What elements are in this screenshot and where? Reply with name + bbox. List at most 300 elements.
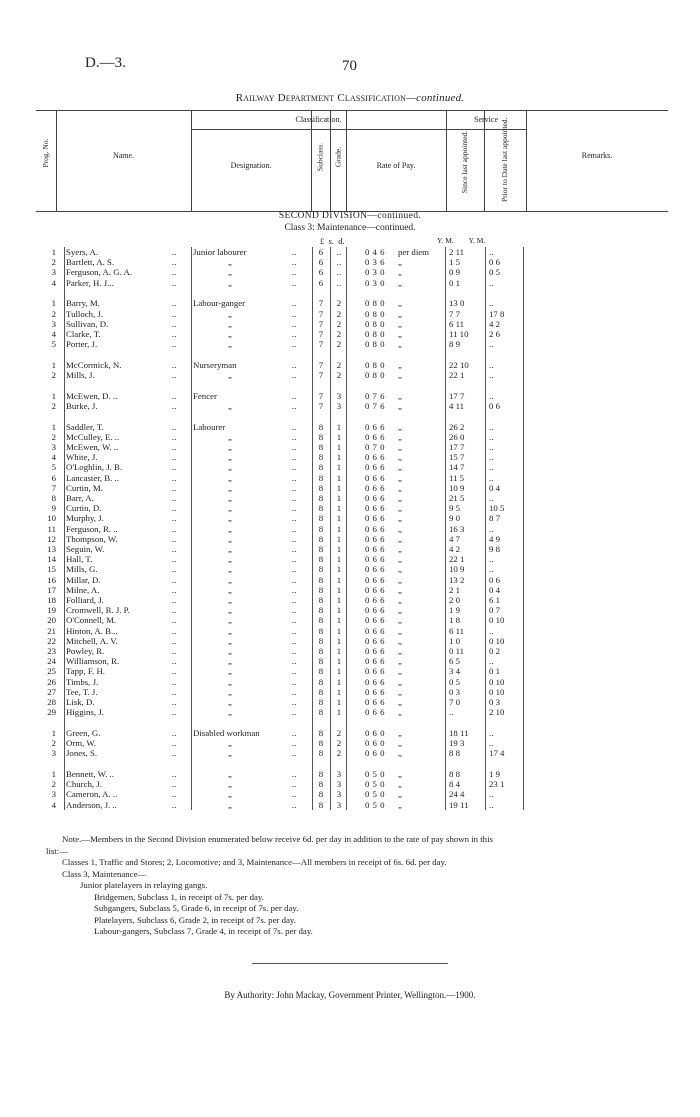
grade-cell: 1 [336,431,342,442]
per-cell: „ [398,789,402,800]
grade-cell: 2 [336,370,342,380]
grade-cell: 1 [336,533,342,544]
grade-cell: 1 [336,595,342,605]
rate-cell: 0 6 6 [364,554,386,565]
prog-no-cell: 10 [47,513,56,524]
prior-cell: .. [489,421,494,432]
leader-dots: .. [172,339,177,350]
prior-cell: .. [489,738,494,749]
prog-no-cell: 2 [51,400,56,411]
prog-no-cell: 1 [51,421,56,432]
prior-cell: 0 6 [489,574,500,585]
grade-cell: .. [336,267,342,278]
subclass-cell: 6 [318,267,324,278]
column-rule [64,247,65,810]
leader-dots: .. [292,318,297,329]
grade-cell: 1 [336,513,342,524]
prior-cell: .. [489,277,494,288]
leader-dots: .. [292,615,297,626]
prog-no-cell: 1 [51,298,56,309]
prior-cell: .. [489,339,494,350]
prior-cell: 10 5 [489,503,505,514]
per-cell: „ [398,738,402,749]
designation-ditto: „ [228,748,232,759]
table-row [0,800,700,810]
table-row [0,636,700,646]
column-rule [312,247,313,810]
designation-ditto: „ [228,431,232,442]
leader-dots: .. [292,574,297,585]
leader-dots: .. [292,472,297,483]
per-cell: „ [398,584,402,595]
prior-cell: 0 1 [489,666,500,677]
subclass-cell: 8 [318,472,324,483]
designation-ditto: „ [228,462,232,473]
name-cell: Cameron, A. .. [66,789,118,800]
name-cell: Church, J. [66,779,102,790]
grade-cell: .. [336,247,342,257]
table-row [0,707,700,717]
prog-no-cell: 24 [47,656,56,667]
prior-cell: .. [489,564,494,575]
table-row [0,544,700,554]
table-row [0,401,700,411]
since-last-cell: 4 2 [449,544,460,554]
col-remarks: Remarks. [581,151,613,160]
table-row [0,687,700,697]
prior-cell: 2 10 [489,707,505,718]
grade-cell: 1 [336,493,342,503]
leader-dots: .. [172,308,177,319]
leader-dots: .. [292,247,297,257]
col-service: Service [474,115,498,124]
rate-cell: 0 6 6 [364,697,386,707]
rate-cell: 0 5 0 [364,779,386,790]
rate-cell: 0 6 6 [364,482,386,493]
subclass-cell: 7 [318,359,324,370]
subclass-cell: 7 [318,400,324,411]
designation-ditto: „ [228,779,232,790]
designation-ditto: „ [228,605,232,616]
prog-no-cell: 26 [47,676,56,687]
leader-dots: .. [172,390,177,401]
name-cell: Ferguson, A. G. A. [66,267,133,278]
designation-ditto: „ [228,400,232,411]
table-header [36,110,668,212]
rate-cell: 0 6 6 [364,513,386,524]
leader-dots: .. [292,707,297,718]
col-rate: Rate of Pay. [376,161,416,170]
leader-dots: .. [292,421,297,432]
leader-dots: .. [292,523,297,534]
note-line: Labour-gangers, Subclass 7, Grade 4, in receipt of 7s. per day. [94,926,313,936]
subclass-cell: 8 [318,584,324,595]
name-cell: Mitchell, A. V. [66,635,118,646]
column-rule [191,247,192,810]
grade-cell: 1 [336,625,342,636]
leader-dots: .. [172,277,177,288]
since-last-cell: 8 9 [449,339,460,350]
since-last-cell: 22 1 [449,554,465,565]
subclass-cell: 8 [318,748,324,759]
designation-ditto: „ [228,339,232,350]
leader-dots: .. [292,431,297,442]
name-cell: McCormick, N. [66,359,122,370]
prog-no-cell: 12 [47,533,56,544]
prior-cell: .. [489,431,494,442]
since-last-cell: 17 7 [449,390,465,401]
since-last-cell: 16 3 [449,523,465,534]
table-row [0,309,700,319]
prog-no-cell: 25 [47,666,56,677]
per-cell: per diem [398,247,430,257]
page-title [0,92,700,104]
leader-dots: .. [292,799,297,810]
leader-dots: .. [292,390,297,401]
designation-ditto: „ [228,370,232,380]
table-row [0,370,700,380]
since-last-cell: 1 8 [449,615,460,626]
since-last-cell: 8 8 [449,748,460,759]
subclass-cell: 8 [318,482,324,493]
name-cell: Hinton, A. B... [66,625,118,636]
since-last-cell: 2 1 [449,584,460,595]
table-row [0,267,700,277]
leader-dots: .. [292,328,297,339]
currency-units [320,236,345,246]
since-last-cell: 22 1 [449,370,465,380]
name-cell: Saddler, T. [66,421,104,432]
per-cell: „ [398,482,402,493]
per-cell: „ [398,799,402,810]
designation-ditto: „ [228,799,232,810]
prog-no-cell: 1 [51,359,56,370]
designation-ditto: „ [228,482,232,493]
since-last-cell: 9 0 [449,513,460,524]
subclass-cell: 8 [318,779,324,790]
prior-cell: 9 8 [489,544,500,554]
name-cell: Timbs, J. [66,676,99,687]
col-grade: Grade. [333,146,343,168]
subclass-cell: 7 [318,390,324,401]
prior-cell: .. [489,472,494,483]
col-name: Name. [112,151,135,160]
subclass-cell: 8 [318,738,324,749]
table-row [0,615,700,625]
since-last-cell: 4 11 [449,400,465,411]
table-row [0,462,700,472]
designation-ditto: „ [228,308,232,319]
prog-no-cell: 3 [51,789,56,800]
leader-dots: .. [292,257,297,268]
leader-dots: .. [292,400,297,411]
column-rule [445,247,446,810]
grade-cell: 3 [336,779,342,790]
table-row [0,748,700,758]
grade-cell: 1 [336,615,342,626]
designation-ditto: „ [228,513,232,524]
per-cell: „ [398,625,402,636]
grade-cell: 2 [336,738,342,749]
per-cell: „ [398,513,402,524]
per-cell: „ [398,748,402,759]
prior-cell: 0 7 [489,605,500,616]
per-cell: „ [398,574,402,585]
leader-dots: .. [172,503,177,514]
subclass-cell: 7 [318,318,324,329]
prog-no-cell: 1 [51,727,56,738]
prog-no-cell: 21 [47,625,56,636]
table-row [0,626,700,636]
per-cell: „ [398,779,402,790]
per-cell: „ [398,635,402,646]
designation-ditto: „ [228,503,232,514]
table-row [0,605,700,615]
months-unit: M. [445,236,454,245]
per-cell: „ [398,769,402,779]
leader-dots: .. [292,779,297,790]
prior-cell: 4 2 [489,318,500,329]
name-cell: Sullivan, D. [66,318,109,329]
since-last-cell: 13 0 [449,298,465,309]
rate-cell: 0 6 6 [364,584,386,595]
leader-dots: .. [172,748,177,759]
rate-cell: 0 6 6 [364,544,386,554]
designation-ditto: „ [228,523,232,534]
table-row [0,595,700,605]
name-cell: Orm, W. [66,738,97,749]
table-row [0,534,700,544]
leader-dots: .. [172,789,177,800]
name-cell: Folliard, J. [66,595,104,605]
rate-cell: 0 6 6 [364,666,386,677]
leader-dots: .. [292,359,297,370]
table-row [0,339,700,349]
column-rule [330,247,331,810]
leader-dots: .. [172,605,177,616]
designation-ditto: „ [228,267,232,278]
table-row [0,278,700,288]
leader-dots: .. [292,442,297,452]
table-row [0,779,700,789]
leader-dots: .. [292,564,297,575]
per-cell: „ [398,390,402,401]
leader-dots: .. [292,554,297,565]
grade-cell: 1 [336,421,342,432]
subclass-cell: 8 [318,615,324,626]
per-cell: „ [398,697,402,707]
per-cell: „ [398,554,402,565]
grade-cell: 3 [336,390,342,401]
page-number: 70 [342,58,357,74]
table-row [0,483,700,493]
subclass-cell: 8 [318,595,324,605]
designation-cell: Labour-ganger [193,298,246,309]
since-last-cell: .. [449,707,454,718]
table-row [0,257,700,267]
grade-cell: 1 [336,523,342,534]
rate-cell: 0 6 6 [364,493,386,503]
table-row [0,697,700,707]
leader-dots: .. [292,789,297,800]
note-line: Classes 1, Traffic and Stores; 2, Locomotive; and 3, Maintenance—All members in receipt of 6s. 6d. per day. [62,857,447,867]
leader-dots: .. [172,513,177,524]
table-row [0,432,700,442]
name-cell: Green, G. [66,727,101,738]
prog-no-cell: 3 [51,267,56,278]
prior-cell: .. [489,493,494,503]
name-cell: Higgins, J. [66,707,104,718]
table-row [0,473,700,483]
subclass-cell: 8 [318,574,324,585]
leader-dots: .. [172,318,177,329]
rate-cell: 0 6 6 [364,605,386,616]
leader-dots: .. [172,656,177,667]
since-last-cell: 22 10 [449,359,469,370]
rate-cell: 0 6 6 [364,656,386,667]
leader-dots: .. [292,533,297,544]
table-row [0,391,700,401]
since-last-cell: 0 3 [449,686,460,697]
rate-cell: 0 6 6 [364,523,386,534]
name-cell: Thompson, W. [66,533,118,544]
designation-ditto: „ [228,595,232,605]
grade-cell: .. [336,257,342,268]
per-cell: „ [398,615,402,626]
prog-no-cell: 2 [51,308,56,319]
col-classification: Classification. [295,115,342,124]
table-row [0,728,700,738]
rate-cell: 0 6 6 [364,676,386,687]
subclass-cell: 8 [318,656,324,667]
subclass-cell: 8 [318,789,324,800]
leader-dots: .. [292,339,297,350]
name-cell: Curtin, M. [66,482,103,493]
rate-cell: 0 8 0 [364,359,386,370]
prog-no-cell: 8 [51,493,56,503]
column-rule [346,247,347,810]
since-last-cell: 3 4 [449,666,460,677]
leader-dots: .. [172,370,177,380]
leader-dots: .. [292,308,297,319]
subclass-cell: 7 [318,308,324,319]
table-row [0,575,700,585]
table-row [0,656,700,666]
prior-cell: 0 10 [489,676,505,687]
leader-dots: .. [172,482,177,493]
since-last-cell: 10 9 [449,482,465,493]
leader-dots: .. [172,452,177,463]
grade-cell: 1 [336,666,342,677]
name-cell: Mills, J. [66,370,95,380]
per-cell: „ [398,686,402,697]
prior-cell: .. [489,462,494,473]
leader-dots: .. [172,595,177,605]
leader-dots: .. [292,635,297,646]
leader-dots: .. [292,686,297,697]
leader-dots: .. [292,727,297,738]
col-designation: Designation. [230,161,272,170]
table-row [0,319,700,329]
leader-dots: .. [292,298,297,309]
prior-cell: 0 6 [489,400,500,411]
leader-dots: .. [172,727,177,738]
leader-dots: .. [172,615,177,626]
subclass-cell: 8 [318,625,324,636]
table-row [0,554,700,564]
name-cell: Lisk, D. [66,697,95,707]
grade-cell: 1 [336,554,342,565]
designation-cell: Fencer [193,390,217,401]
per-cell: „ [398,431,402,442]
grade-cell: 2 [336,298,342,309]
leader-dots: .. [172,666,177,677]
per-cell: „ [398,707,402,718]
subclass-cell: 8 [318,635,324,646]
designation-cell: Disabled workman [193,727,260,738]
designation-ditto: „ [228,452,232,463]
name-cell: Mills, G. [66,564,98,575]
designation-ditto: „ [228,666,232,677]
prog-no-cell: 4 [51,452,56,463]
subclass-cell: 8 [318,605,324,616]
subclass-cell: 8 [318,676,324,687]
per-cell: „ [398,666,402,677]
prior-cell: 1 9 [489,769,500,779]
per-cell: „ [398,339,402,350]
subclass-cell: 8 [318,452,324,463]
since-last-cell: 8 8 [449,769,460,779]
since-last-cell: 24 4 [449,789,465,800]
name-cell: McEwen, W. .. [66,442,119,452]
prior-cell: 0 10 [489,615,505,626]
since-last-cell: 4 7 [449,533,460,544]
leader-dots: .. [172,523,177,534]
leader-dots: .. [172,635,177,646]
designation-ditto: „ [228,584,232,595]
since-last-cell: 0 9 [449,267,460,278]
subclass-cell: 6 [318,277,324,288]
grade-cell: 1 [336,697,342,707]
grade-cell: 1 [336,676,342,687]
subclass-cell: 8 [318,707,324,718]
subclass-cell: 8 [318,431,324,442]
leader-dots: .. [172,686,177,697]
designation-ditto: „ [228,686,232,697]
since-last-cell: 6 5 [449,656,460,667]
since-last-cell: 10 9 [449,564,465,575]
table-row [0,585,700,595]
name-cell: Syers, A. [66,247,99,257]
since-last-cell: 0 1 [449,277,460,288]
note-line: Junior platelayers in relaying gangs. [80,880,208,890]
prog-no-cell: 29 [47,707,56,718]
prog-no-cell: 19 [47,605,56,616]
prog-no-cell: 2 [51,370,56,380]
years-unit: Y. [437,236,444,245]
table-row [0,677,700,687]
leader-dots: .. [172,359,177,370]
per-cell: „ [398,605,402,616]
pounds-unit: £ [320,236,325,246]
prog-no-cell: 23 [47,646,56,656]
table-row [0,646,700,656]
grade-cell: 2 [336,318,342,329]
name-cell: Barry, M. [66,298,100,309]
rate-cell: 0 3 0 [364,267,386,278]
subclass-cell: 7 [318,370,324,380]
per-cell: „ [398,298,402,309]
